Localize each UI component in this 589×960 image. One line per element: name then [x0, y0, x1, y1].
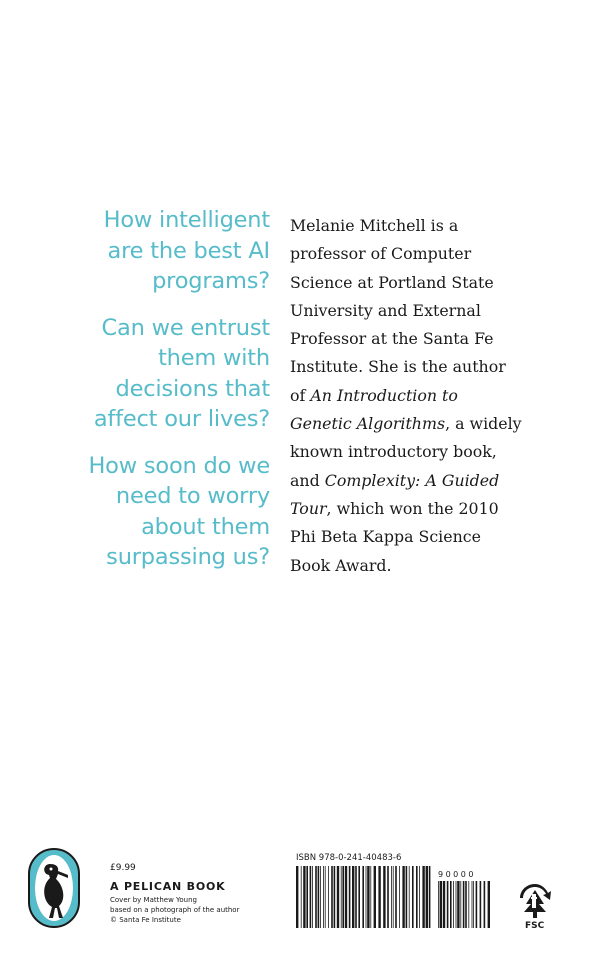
pelican-logo-icon — [28, 848, 80, 928]
barcode-bar — [409, 866, 410, 928]
question-line: decisions that — [115, 375, 270, 402]
barcode-bar — [393, 866, 394, 928]
barcode-bar — [429, 866, 431, 928]
barcode-bar — [406, 866, 408, 928]
barcode-addon-icon — [437, 881, 491, 928]
barcode-bar — [426, 866, 428, 928]
author-bio — [290, 212, 575, 580]
barcode-bar — [337, 866, 339, 928]
bio-line: Melanie Mitchell is a — [290, 216, 459, 235]
book-title-complexity: Complexity: A Guided — [324, 470, 500, 490]
isbn-number: ISBN 978-0-241-40483-6 — [296, 853, 402, 863]
barcode-bar — [468, 881, 469, 928]
barcode-bar — [362, 866, 364, 928]
barcode-bar — [450, 881, 452, 928]
bio-line — [290, 467, 575, 495]
question-1 — [20, 205, 270, 297]
barcode-addon-code: 90000 — [438, 870, 476, 879]
question-line: How intelligent — [103, 207, 270, 233]
bio-line: University and External — [290, 300, 481, 320]
question-line: Can we entrust — [101, 314, 270, 341]
question-line: about them — [141, 513, 270, 540]
bio-line: known introductory book, — [290, 442, 497, 462]
book-title-genetic: An Introduction to — [310, 385, 458, 405]
bio-line — [290, 495, 575, 523]
barcode-bar — [473, 881, 474, 928]
barcode-bar — [453, 881, 454, 928]
barcode-bar — [367, 866, 369, 928]
barcode-bar — [447, 881, 449, 928]
barcode-bar — [358, 866, 360, 928]
barcode-bar — [312, 866, 313, 928]
barcode-bar — [310, 866, 312, 928]
book-title-genetic: Genetic Algorithms — [290, 414, 446, 434]
bio-text: and — [290, 470, 325, 490]
barcode-bar — [438, 881, 439, 928]
barcode-bar — [345, 866, 347, 928]
barcode-bar — [374, 866, 376, 928]
barcode-bar — [457, 881, 459, 928]
barcode-bar — [370, 866, 371, 928]
bio-line: Science at Portland State — [290, 272, 494, 292]
bio-text: , which won the 2010 — [326, 498, 499, 518]
barcode-bar — [488, 881, 490, 928]
book-title-complexity: Tour — [290, 498, 327, 518]
cover-credit: Cover by Matthew Young — [110, 896, 197, 904]
question-column — [20, 205, 270, 589]
imprint-name: A PELICAN BOOK — [110, 880, 226, 893]
question-line: programs? — [152, 268, 270, 294]
barcode-bar — [480, 881, 482, 928]
barcode-bar — [443, 881, 445, 928]
barcode-bar — [352, 866, 354, 928]
barcode-bar — [296, 866, 298, 928]
barcode-icon — [295, 866, 431, 928]
barcode-bar — [460, 881, 461, 928]
fsc-label: FSC — [525, 921, 545, 931]
barcode-bar — [484, 881, 486, 928]
bio-text: of — [290, 385, 311, 405]
price: £9.99 — [110, 863, 136, 873]
barcode-bar — [328, 866, 329, 928]
barcode-bar — [476, 881, 478, 928]
question-2 — [20, 313, 270, 435]
bio-line: professor of Computer — [290, 244, 472, 264]
barcode-bar — [395, 866, 397, 928]
barcode-bar — [342, 866, 344, 928]
barcode-bar — [320, 866, 321, 928]
barcode-bar — [349, 866, 351, 928]
barcode-bar — [456, 881, 457, 928]
barcode-bar — [387, 866, 389, 928]
question-line: surpassing us? — [106, 544, 270, 570]
bio-line: Professor at the Santa Fe — [290, 329, 494, 349]
barcode-bar — [325, 866, 326, 928]
bio-line: Book Award. — [290, 555, 392, 575]
barcode-bar — [331, 866, 333, 928]
bio-line — [290, 410, 575, 438]
photo-credit: based on a photograph of the author — [110, 906, 240, 914]
bio-line: Institute. She is the author — [290, 357, 506, 377]
question-line: need to worry — [115, 483, 270, 509]
barcode-bar — [416, 866, 418, 928]
barcode-bar — [315, 866, 317, 928]
question-line: How soon do we — [88, 452, 270, 479]
barcode-bar — [383, 866, 385, 928]
bio-line — [290, 382, 575, 410]
barcode-bar — [472, 881, 473, 928]
bio-text: , a widely — [445, 414, 522, 434]
bio-line: Phi Beta Kappa Science — [290, 527, 481, 547]
barcode-bar — [422, 866, 424, 928]
barcode-bar — [323, 866, 324, 928]
barcode-bar — [301, 866, 302, 928]
barcode-bar — [303, 866, 305, 928]
barcode-bar — [402, 866, 404, 928]
barcode-bar — [355, 866, 357, 928]
barcode-bar — [366, 866, 367, 928]
question-line: are the best AI — [107, 237, 270, 264]
barcode-bar — [318, 866, 320, 928]
barcode-bar — [419, 866, 420, 928]
barcode-bar — [412, 866, 414, 928]
question-line: them with — [158, 345, 270, 371]
barcode-bar — [341, 866, 342, 928]
question-line: affect our lives? — [93, 406, 270, 432]
barcode-bar — [391, 866, 392, 928]
barcode-bar — [463, 881, 465, 928]
barcode-bar — [440, 881, 442, 928]
barcode-bar — [399, 866, 400, 928]
barcode-bar — [306, 866, 308, 928]
barcode-bar — [465, 881, 467, 928]
barcode-bar — [378, 866, 380, 928]
question-3 — [20, 451, 270, 573]
copyright-credit: © Santa Fe Institute — [110, 916, 181, 924]
barcode-bar — [334, 866, 336, 928]
imprint-block — [110, 862, 239, 925]
